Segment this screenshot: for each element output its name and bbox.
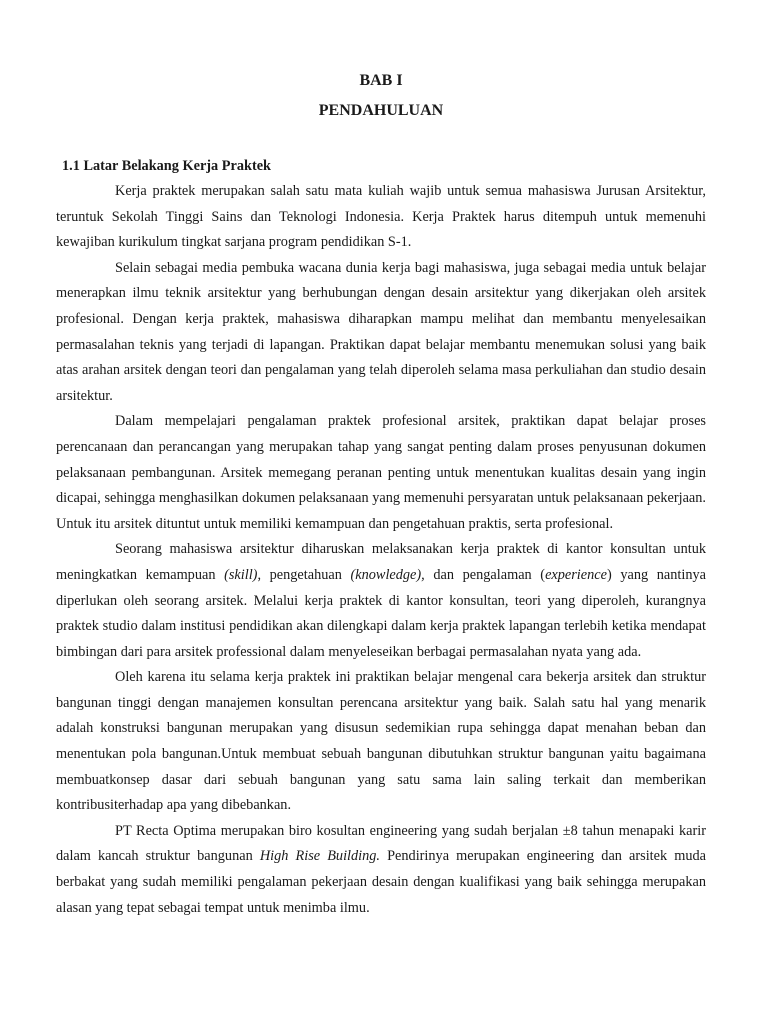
- paragraph-2: Selain sebagai media pembuka wacana dunia kerja bagi mahasiswa, juga sebagai media untuk belajar menerapkan ilmu teknik arsitektur yang berhubungan dengan desain arsitektur yang dikerjakan oleh arsitek profesional. Dengan kerja praktek, mahasiswa diharapkan mampu melihat dan membantu menyelesaikan permasalahan teknis yang terjadi di lapangan. Praktikan dapat belajar membantu menemukan solusi yang baik atas arahan arsitek dengan teori dan pengalaman yang telah diperoleh selama masa perkuliahan dan studio desain arsitektur.: [56, 259, 706, 404]
- paragraph-4-text-2: , pengetahuan: [257, 566, 351, 583]
- chapter-title: PENDAHULUAN: [318, 102, 444, 119]
- section-heading: 1.1 Latar Belakang Kerja Praktek: [62, 158, 272, 174]
- paragraph-4-italic-skill: (skill): [224, 566, 258, 583]
- paragraph-5: Oleh karena itu selama kerja praktek ini praktikan belajar mengenal cara bekerja arsitek dan struktur bangunan tinggi dengan manajemen konsultan perencana arsitektur yang baik. Salah satu hal yang menarik adalah konstruksi bangunan merupakan yang disusun sedemikian rupa sehingga dapat menahan beban dan menentukan pola bangunan.Untuk membuat sebuah bangunan dibutuhkan struktur bangunan yaitu bagaimana membuatkonsep dasar dari sebuah bangunan yang satu sama lain saling terkait dan memberikan kontribusiterhadap apa yang dibebankan.: [56, 669, 706, 814]
- paragraph-1: Kerja praktek merupakan salah satu mata kuliah wajib untuk semua mahasiswa Jurusan Arsitektur, teruntuk Sekolah Tinggi Sains dan Teknologi Indonesia. Kerja Praktek harus ditempuh untuk memenuhi kewajiban kurikulum tingkat sarjana program pendidikan S-1.: [56, 183, 706, 251]
- paragraph-4-text-3: dan pengalaman (: [424, 566, 546, 583]
- chapter-number: BAB I: [359, 72, 403, 89]
- paragraph-4-text-4: ) yang nantinya diperlukan oleh seorang arsitek. Melalui kerja praktek di kantor konsultan, teori yang diperoleh, kurangnya praktek studio dalam institusi pendidikan akan dilengkapi dalam kerja praktek lapangan terlebih ketika mendapat bimbingan dari para arsitek professional dalam menyeleseikan berbagai permasalahan nyata yang ada.: [56, 566, 706, 660]
- paragraph-4-text-1: Seorang mahasiswa arsitektur diharuskan melaksanakan kerja praktek di kantor konsultan untuk meningkatkan kemampuan: [56, 541, 706, 583]
- paragraph-3: Dalam mempelajari pengalaman praktek profesional arsitek, praktikan dapat belajar proses perencanaan dan perancangan yang merupakan tahap yang sangat penting dalam proses penyusunan dokumen pelaksanaan pembangunan. Arsitek memegang peranan penting untuk menentukan kualitas desain yang ingin dicapai, sehingga menghasilkan dokumen pelaksanaan yang memenuhi persyaratan untuk pelaksanaan pekerjaan. Untuk itu arsitek dituntut untuk memiliki kemampuan dan pengetahuan praktis, serta profesional.: [56, 413, 706, 532]
- paragraph-6-text-2: Pendirinya merupakan engineering dan arsitek muda berbakat yang sudah memiliki pengalaman pekerjaan desain dengan kualifikasi yang baik sehingga merupakan alasan yang tepat sebagai tempat untuk menimba ilmu.: [56, 848, 706, 916]
- paragraph-6-italic-high-rise: High Rise Building.: [259, 848, 381, 865]
- paragraph-6-text-1: PT Recta Optima merupakan biro kosultan engineering yang sudah berjalan ±8 tahun menapaki karir dalam kancah struktur bangunan: [56, 822, 706, 865]
- paragraph-6: [56, 819, 706, 921]
- paragraph-4-italic-knowledge: (knowledge),: [350, 566, 425, 583]
- paragraph-4: [56, 537, 706, 665]
- paragraph-4-italic-experience: experience: [545, 566, 607, 583]
